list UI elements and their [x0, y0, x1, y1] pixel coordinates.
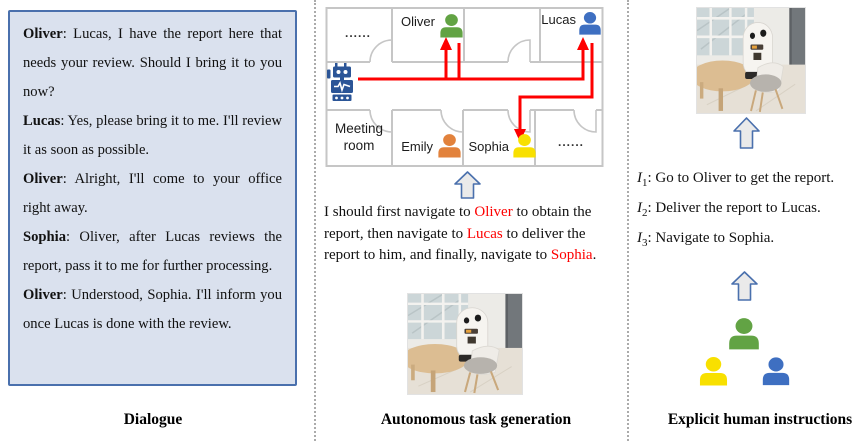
- instruction-text: Deliver the report to Lucas.: [655, 200, 821, 216]
- instruction-item: [637, 193, 834, 223]
- thought-name-oliver: Oliver: [474, 204, 513, 220]
- thought-name-lucas: Lucas: [466, 225, 503, 242]
- robot-photo: [407, 293, 523, 395]
- instruction-var: I: [637, 200, 642, 216]
- oliver-person-icon: [440, 14, 462, 37]
- thought-name-sophia: Sophia: [550, 247, 593, 263]
- instruction-text: Navigate to Sophia.: [655, 230, 775, 246]
- thought-segment: to deliver the report to him, and finally, navigate to: [324, 225, 586, 263]
- label-emily: Emily: [401, 139, 433, 154]
- dialogue-turn: [23, 281, 282, 339]
- speaker-sep: :: [62, 287, 72, 303]
- arrowhead-to-oliver: [440, 37, 452, 50]
- dialogue-turn: [23, 223, 282, 281]
- person-yellow: [700, 357, 727, 386]
- door-arc: [370, 40, 392, 62]
- up-block-arrow-right-top: [733, 117, 760, 149]
- instruction-index: 3: [642, 237, 648, 249]
- lucas-person-icon: [579, 12, 600, 35]
- speaker-name: Oliver: [23, 26, 63, 42]
- instruction-sep: :: [647, 170, 656, 186]
- label-sophia: Sophia: [468, 139, 509, 154]
- turn-text: Understood, Sophia. I'll inform you once Lucas is done with the review.: [23, 287, 283, 332]
- instruction-text: Go to Oliver to get the report.: [655, 170, 835, 186]
- panel-divider: [314, 0, 316, 441]
- arrowhead-to-lucas: [577, 37, 589, 50]
- thought-segment: .: [592, 247, 597, 263]
- speaker-sep: :: [66, 229, 80, 245]
- speaker-name: Oliver: [23, 287, 63, 303]
- up-block-arrow-mid: [454, 171, 481, 199]
- up-block-arrow-right-bottom: [731, 271, 758, 301]
- speaker-sep: :: [62, 171, 75, 187]
- door-arc: [441, 110, 463, 132]
- instruction-item: [637, 223, 834, 253]
- turn-text: Alright, I'll come to your office right away.: [23, 171, 282, 216]
- thought-segment: I should first navigate to: [324, 204, 475, 220]
- robot-photo: [696, 7, 806, 114]
- panel-divider: [627, 0, 629, 441]
- turn-text: Lucas, I have the report here that needs your review. Should I bring it to you now?: [23, 26, 282, 100]
- people-pyramid: [690, 316, 802, 386]
- speaker-sep: :: [62, 26, 74, 42]
- person-green: [729, 318, 759, 349]
- caption-dialogue: Dialogue: [123, 411, 183, 428]
- caption-instructions: Explicit human instructions: [667, 411, 853, 428]
- instruction-var: I: [637, 230, 642, 246]
- person-blue: [763, 357, 789, 385]
- thought-segment: to obtain the report, then navigate to: [324, 204, 592, 242]
- label-meeting-room-line2: room: [343, 138, 375, 153]
- label-lucas: Lucas: [541, 12, 576, 27]
- generated-task-text: [324, 202, 616, 267]
- navigation-route: [358, 37, 592, 142]
- floorplan: [325, 5, 608, 171]
- instruction-var: I: [637, 170, 642, 186]
- instruction-sep: :: [647, 230, 656, 246]
- door-arc: [508, 40, 530, 62]
- emily-person-icon: [438, 134, 460, 157]
- speaker-name: Oliver: [23, 171, 63, 187]
- speaker-name: Sophia: [23, 229, 66, 245]
- label-meeting-room-line1: Meeting: [334, 121, 384, 136]
- room-dots-bottom-right: ......: [557, 135, 585, 149]
- dialogue-turn: [23, 20, 282, 107]
- speaker-name: Lucas: [23, 113, 61, 129]
- robot-icon: [327, 63, 353, 101]
- caption-task-generation: Autonomous task generation: [380, 411, 572, 428]
- sophia-person-icon: [513, 134, 535, 157]
- dialogue-panel: [8, 10, 297, 386]
- label-oliver: Oliver: [401, 14, 435, 29]
- instruction-index: 2: [642, 207, 648, 219]
- dialogue-turn: [23, 107, 282, 165]
- door-arc: [574, 110, 596, 132]
- dialogue-turn: [23, 165, 282, 223]
- turn-text: Oliver, after Lucas reviews the report, pass it to me for further processing.: [23, 229, 282, 274]
- speaker-sep: :: [60, 113, 68, 129]
- turn-text: Yes, please bring it to me. I'll review it as soon as possible.: [23, 113, 282, 158]
- instruction-index: 1: [642, 177, 648, 189]
- instruction-list: [637, 163, 834, 253]
- instruction-sep: :: [647, 200, 656, 216]
- instruction-item: [637, 163, 834, 193]
- room-dots-top-left: ......: [344, 26, 372, 40]
